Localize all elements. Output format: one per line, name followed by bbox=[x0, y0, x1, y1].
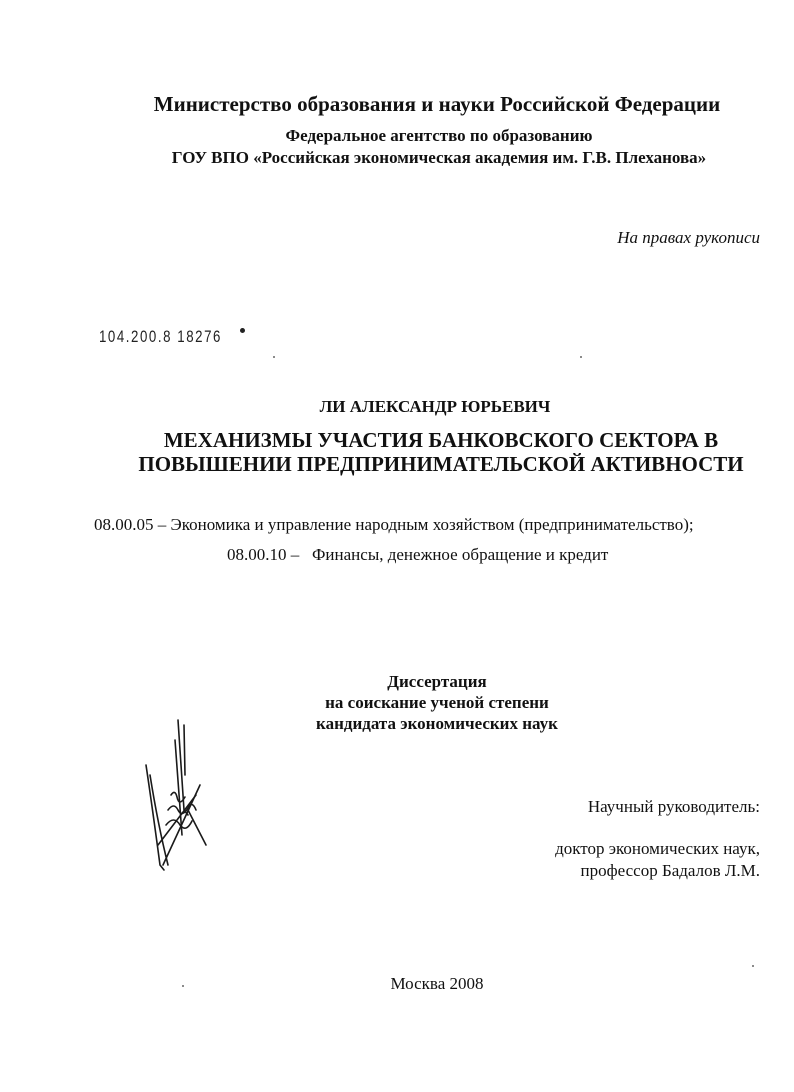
dissertation-title-line-2: ПОВЫШЕНИИ ПРЕДПРИНИМАТЕЛЬСКОЙ АКТИВНОСТИ bbox=[138, 452, 744, 476]
handwritten-signature bbox=[138, 715, 218, 885]
degree-purpose: на соискание ученой степени bbox=[325, 693, 549, 712]
dissertation-title-line-1: МЕХАНИЗМЫ УЧАСТИЯ БАНКОВСКОГО СЕКТОРА В bbox=[163, 428, 719, 452]
degree-name: кандидата экономических наук bbox=[316, 714, 558, 733]
author-name: ЛИ АЛЕКСАНДР ЮРЬЕВИЧ bbox=[319, 397, 551, 416]
advisor-label: Научный руководитель: bbox=[587, 797, 760, 816]
advisor-degree: доктор экономических наук, bbox=[555, 839, 760, 858]
specialty-code-1: 08.00.05 – Экономика и управление народным хозяйством (предпринимательство); bbox=[94, 515, 694, 534]
agency-heading: Федеральное агентство по образованию bbox=[285, 126, 593, 145]
scan-speck bbox=[580, 356, 582, 358]
scan-speck bbox=[273, 356, 275, 358]
dissertation-label: Диссертация bbox=[387, 672, 487, 691]
scan-speck bbox=[752, 965, 754, 967]
rights-note: На правах рукописи bbox=[617, 228, 760, 247]
ministry-heading: Министерство образования и науки Российской Федерации bbox=[153, 92, 721, 116]
advisor-name: профессор Бадалов Л.М. bbox=[580, 861, 760, 880]
academy-heading: ГОУ ВПО «Российская экономическая академия им. Г.В. Плеханова» bbox=[171, 148, 707, 167]
city-year: Москва 2008 bbox=[390, 974, 484, 993]
specialty-code-2: 08.00.10 – Финансы, денежное обращение и кредит bbox=[227, 545, 609, 564]
archive-stamp-number: 104.200.8 18276 bbox=[99, 327, 222, 346]
stamp-mark bbox=[240, 328, 245, 333]
